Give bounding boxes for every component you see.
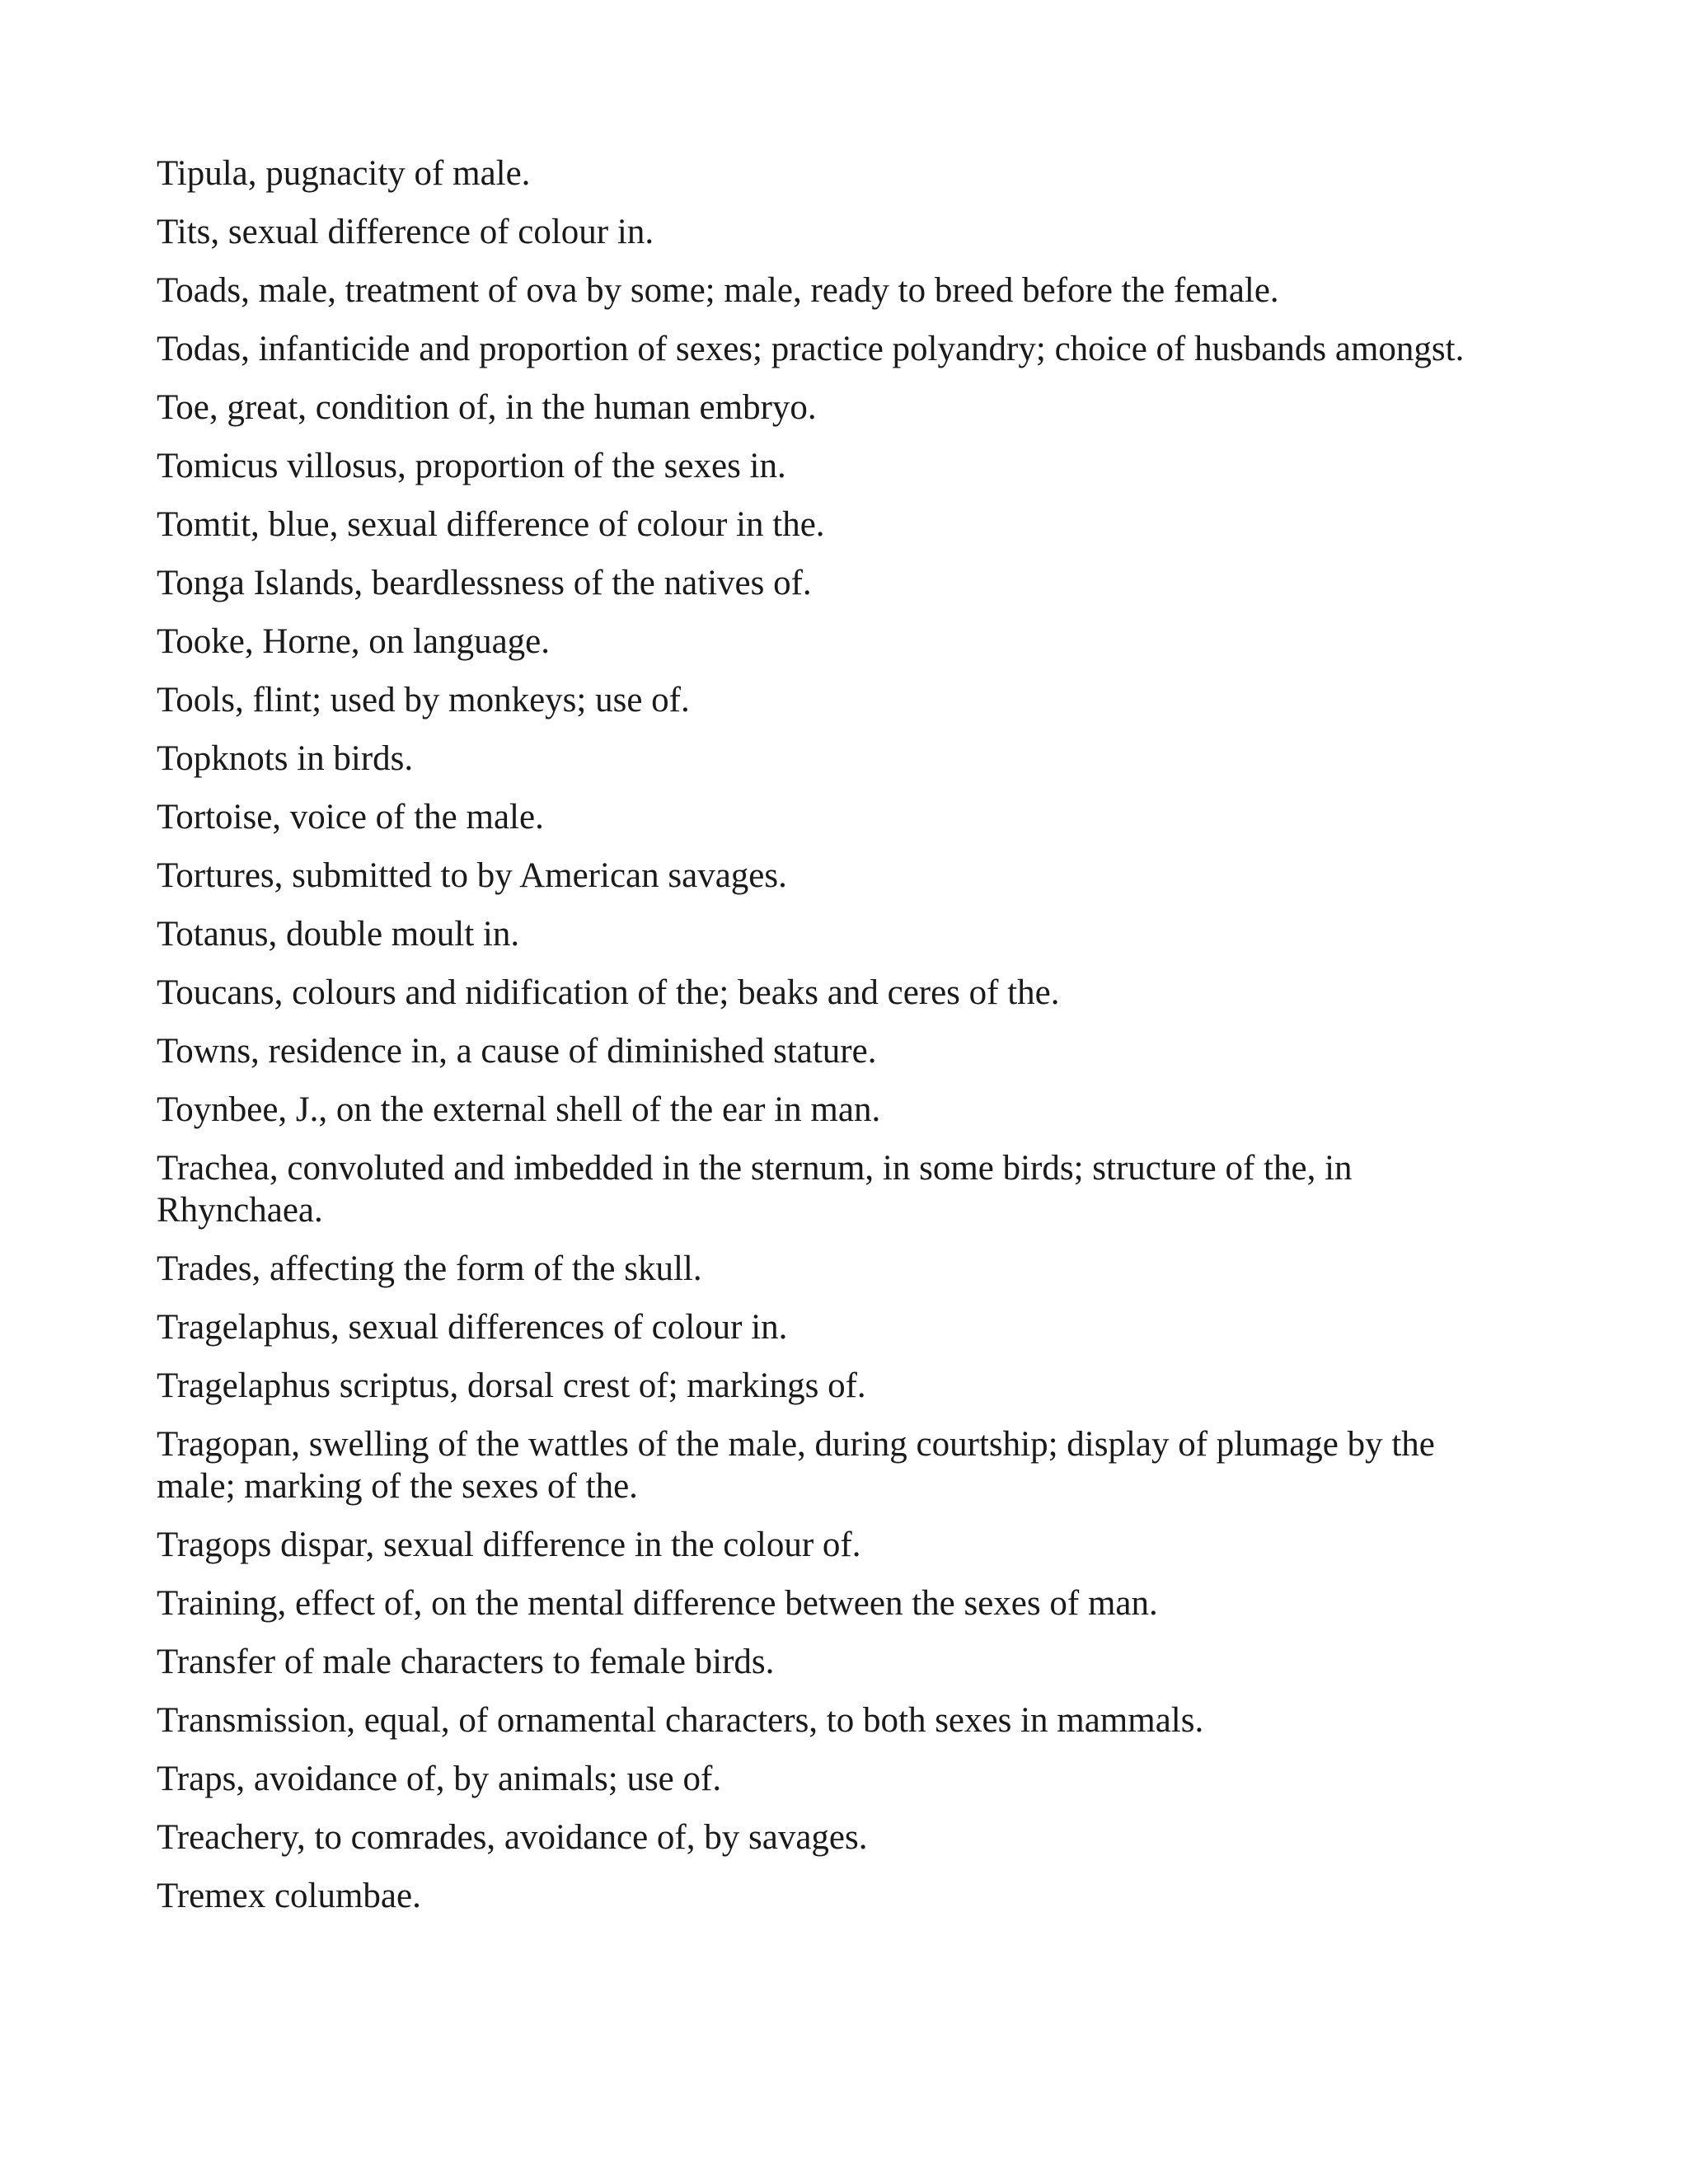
index-entry-list: [157, 152, 1517, 1933]
index-entry: Todas, infanticide and proportion of sexes; practice polyandry; choice of husbands amongst.: [157, 330, 1465, 368]
index-entry: Tonga Islands, beardlessness of the natives of.: [157, 564, 812, 602]
index-entry: Totanus, double moult in.: [157, 915, 520, 954]
index-entry: Toads, male, treatment of ova by some; male, ready to breed before the female.: [157, 271, 1279, 310]
index-entry: Topknots in birds.: [157, 739, 414, 778]
index-entry: Tragelaphus scriptus, dorsal crest of; markings of.: [157, 1366, 866, 1405]
index-entry: Tooke, Horne, on language.: [157, 622, 551, 661]
index-entry: Toucans, colours and nidification of the; beaks and ceres of the.: [157, 973, 1060, 1012]
index-entry: Traps, avoidance of, by animals; use of.: [157, 1760, 722, 1798]
index-entry: Training, effect of, on the mental difference between the sexes of man.: [157, 1584, 1158, 1623]
index-entry: Tortures, submitted to by American savages.: [157, 856, 787, 895]
index-entry: Tomicus villosus, proportion of the sexes in.: [157, 447, 786, 485]
index-entry: Tomtit, blue, sexual difference of colour in the.: [157, 505, 825, 544]
index-entry: Transmission, equal, of ornamental characters, to both sexes in mammals.: [157, 1701, 1204, 1740]
index-entry: Tipula, pugnacity of male.: [157, 154, 531, 193]
index-entry: Trachea, convoluted and imbedded in the sternum, in some birds; structure of the, in Rhynchaea.: [157, 1149, 1353, 1230]
index-entry: Trades, affecting the form of the skull.: [157, 1249, 702, 1288]
index-entry: Toe, great, condition of, in the human embryo.: [157, 388, 817, 427]
index-entry: Treachery, to comrades, avoidance of, by savages.: [157, 1818, 868, 1857]
index-entry: Tragopan, swelling of the wattles of the male, during courtship; display of plumage by the male; marking of the sexes of the.: [157, 1425, 1435, 1506]
index-entry: Toynbee, J., on the external shell of the ear in man.: [157, 1090, 881, 1129]
index-entry: Tragelaphus, sexual differences of colour in.: [157, 1308, 788, 1347]
index-entry: Tragops dispar, sexual difference in the colour of.: [157, 1526, 861, 1564]
index-entry: Tits, sexual difference of colour in.: [157, 213, 654, 251]
index-entry: Tortoise, voice of the male.: [157, 798, 544, 837]
index-entry: Tools, flint; used by monkeys; use of.: [157, 681, 690, 719]
index-entry: Transfer of male characters to female birds.: [157, 1643, 775, 1681]
index-entry: Towns, residence in, a cause of diminished stature.: [157, 1032, 877, 1071]
index-entry: Tremex columbae.: [157, 1877, 421, 1915]
